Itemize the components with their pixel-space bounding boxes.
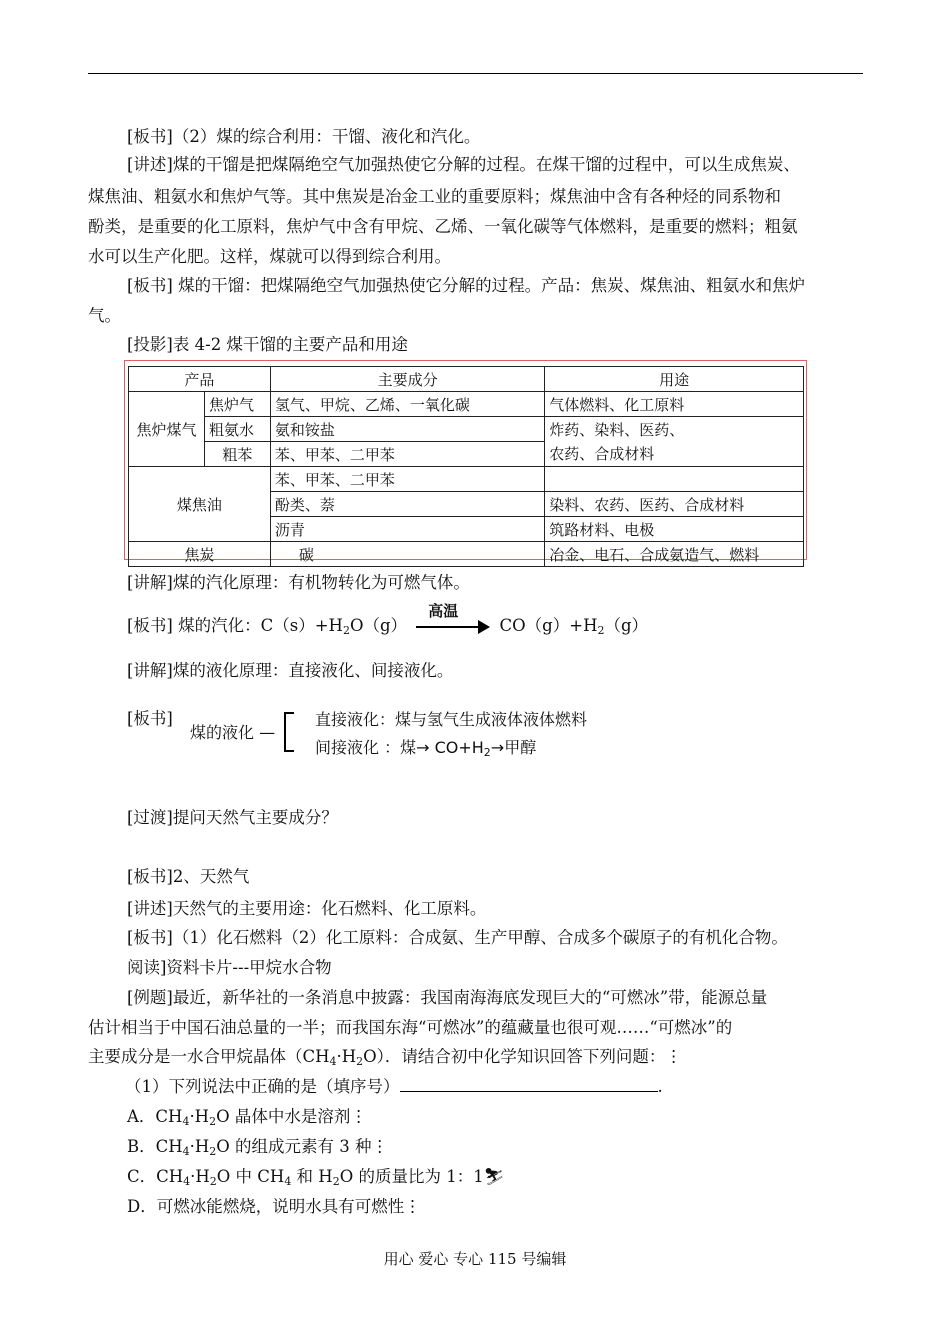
arrow-right-icon [478,620,490,634]
table-row [129,392,804,417]
table-header-row [129,367,804,392]
cell-coke-gas: 焦炉气 [204,392,270,417]
liquefaction-indirect: 间接液化 ：煤→ $CO+H_2\to$甲醇 [315,738,537,759]
option-a: A．$CH_4\cdot H_2O$ 晶体中水是溶剂⋮ [127,1107,367,1128]
high-temp-label: 高温 [428,601,459,620]
cell-tar-use1 [545,467,804,492]
header-product: 产品 [129,367,271,392]
lecture-natural-gas-uses: [讲述]天然气的主要用途：化石燃料、化工原料。 [127,899,487,918]
coal-products-table [128,366,804,567]
option-c: C．$CH_4\cdot H_2O$ 中 $CH_4$ 和 $H_2O$ 的质量比为 1：1⛷ [127,1167,505,1188]
cell-tar-use2: 染料、农药、医药、合成材料 [545,492,804,517]
cell-tar-comp1: 苯、甲苯、二甲苯 [270,467,544,492]
cell-shared-use: 炸药、染料、医药、 农药、合成材料 [545,417,804,467]
header-rule [88,73,863,74]
page-footer: 用心 爱心 专心 115 号编辑 [383,1250,567,1268]
lecture-distillation-l4: 水可以生产化肥。这样，煤就可以得到综合利用。 [88,247,451,266]
table-row [129,542,804,567]
table-caption: [投影]表 4-2 煤干馏的主要产品和用途 [127,335,408,354]
cell-coke: 焦炭 [129,542,271,567]
reaction-arrow [416,601,490,637]
bracket-icon [284,712,294,752]
cell-ammonia: 粗氨水 [204,417,270,442]
lecture-liquefaction: [讲解]煤的液化原理：直接液化、间接液化。 [127,661,454,680]
question-1: （1）下列说法中正确的是（填序号） . [125,1073,910,1101]
cell-tar-use3: 筑路材料、电极 [545,517,804,542]
cell-coke-gas-use: 气体燃料、化工原料 [545,392,804,417]
cell-benzene-comp: 苯、甲苯、二甲苯 [270,442,544,467]
header-uses: 用途 [545,367,804,392]
board-note-utilization: [板书]（2）煤的综合利用：干馏、液化和汽化。 [127,127,481,146]
cell-coke-gas-comp: 氢气、甲烷、乙烯、一氧化碳 [270,392,544,417]
option-d: D．可燃冰能燃烧，说明水具有可燃性⋮ [127,1197,421,1216]
table-row [129,467,804,492]
cell-coke-comp: 碳 [270,542,544,567]
cell-coke-use: 冶金、电石、合成氨造气、燃料 [545,542,804,567]
board-distillation-l1: [板书] 煤的干馏：把煤隔绝空气加强热使它分解的过程。产品：焦炭、煤焦油、粗氨水和焦炉 [127,276,806,295]
example-l1: [例题]最近，新华社的一条消息中披露：我国南海海底发现巨大的“可燃冰”带，能源总量 [127,988,768,1007]
example-l2: 估计相当于中国石油总量的一半；而我国东海“可燃冰”的蕴藏量也很可观……“可燃冰”的 [88,1018,733,1037]
transition-question: [过渡]提问天然气主要成分？ [127,808,338,827]
cell-gas: 焦炉煤气 [129,392,205,467]
option-b: B．$CH_4\cdot H_2O$ 的组成元素有 3 种⋮ [127,1137,389,1158]
cell-tar-comp3: 沥青 [270,517,544,542]
liquefaction-root: 煤的液化 — [190,723,276,742]
lecture-gasification: [讲解]煤的汽化原理：有机物转化为可燃气体。 [127,573,470,592]
board-natural-gas: [板书]2、天然气 [127,867,250,886]
table-row [129,417,804,442]
board-natural-gas-uses: [板书]（1）化石燃料（2）化工原料：合成氨、生产甲醇、合成多个碳原子的有机化合物。 [127,928,788,947]
example-l3: 主要成分是一水合甲烷晶体$(CH_4\cdot H_2O)$．请结合初中化学知识回答下列问题：⋮ [88,1047,682,1068]
lecture-distillation-l2: 煤焦油、粗氨水和焦炉气等。其中焦炭是冶金工业的重要原料；煤焦油中含有各种烃的同系物和 [88,187,781,206]
cell-tar-comp2: 酚类、萘 [270,492,544,517]
reading-card: 阅读]资料卡片---甲烷水合物 [127,958,332,977]
lecture-distillation-l1: [讲述]煤的干馏是把煤隔绝空气加强热使它分解的过程。在煤干馏的过程中，可以生成焦炭、 [127,155,800,174]
liquefaction-direct: 直接液化：煤与氢气生成液体液体燃料 [315,710,588,729]
cell-benzene: 粗苯 [204,442,270,467]
board-gasification-equation: [板书] 煤的汽化：$C(s)+H_2O(g)$ 高温 $CO(g)+H_2(g)$ [88,612,912,640]
answer-blank[interactable] [400,1073,658,1092]
cell-tar: 煤焦油 [129,467,271,542]
lecture-distillation-l3: 酚类，是重要的化工原料，焦炉气中含有甲烷、乙烯、一氧化碳等气体燃料，是重要的燃料；粗氨 [88,217,798,236]
header-components: 主要成分 [270,367,544,392]
cell-ammonia-comp: 氨和铵盐 [270,417,544,442]
board-liquefaction-tag: [板书] [127,709,173,728]
board-distillation-l2: 气。 [88,306,121,325]
